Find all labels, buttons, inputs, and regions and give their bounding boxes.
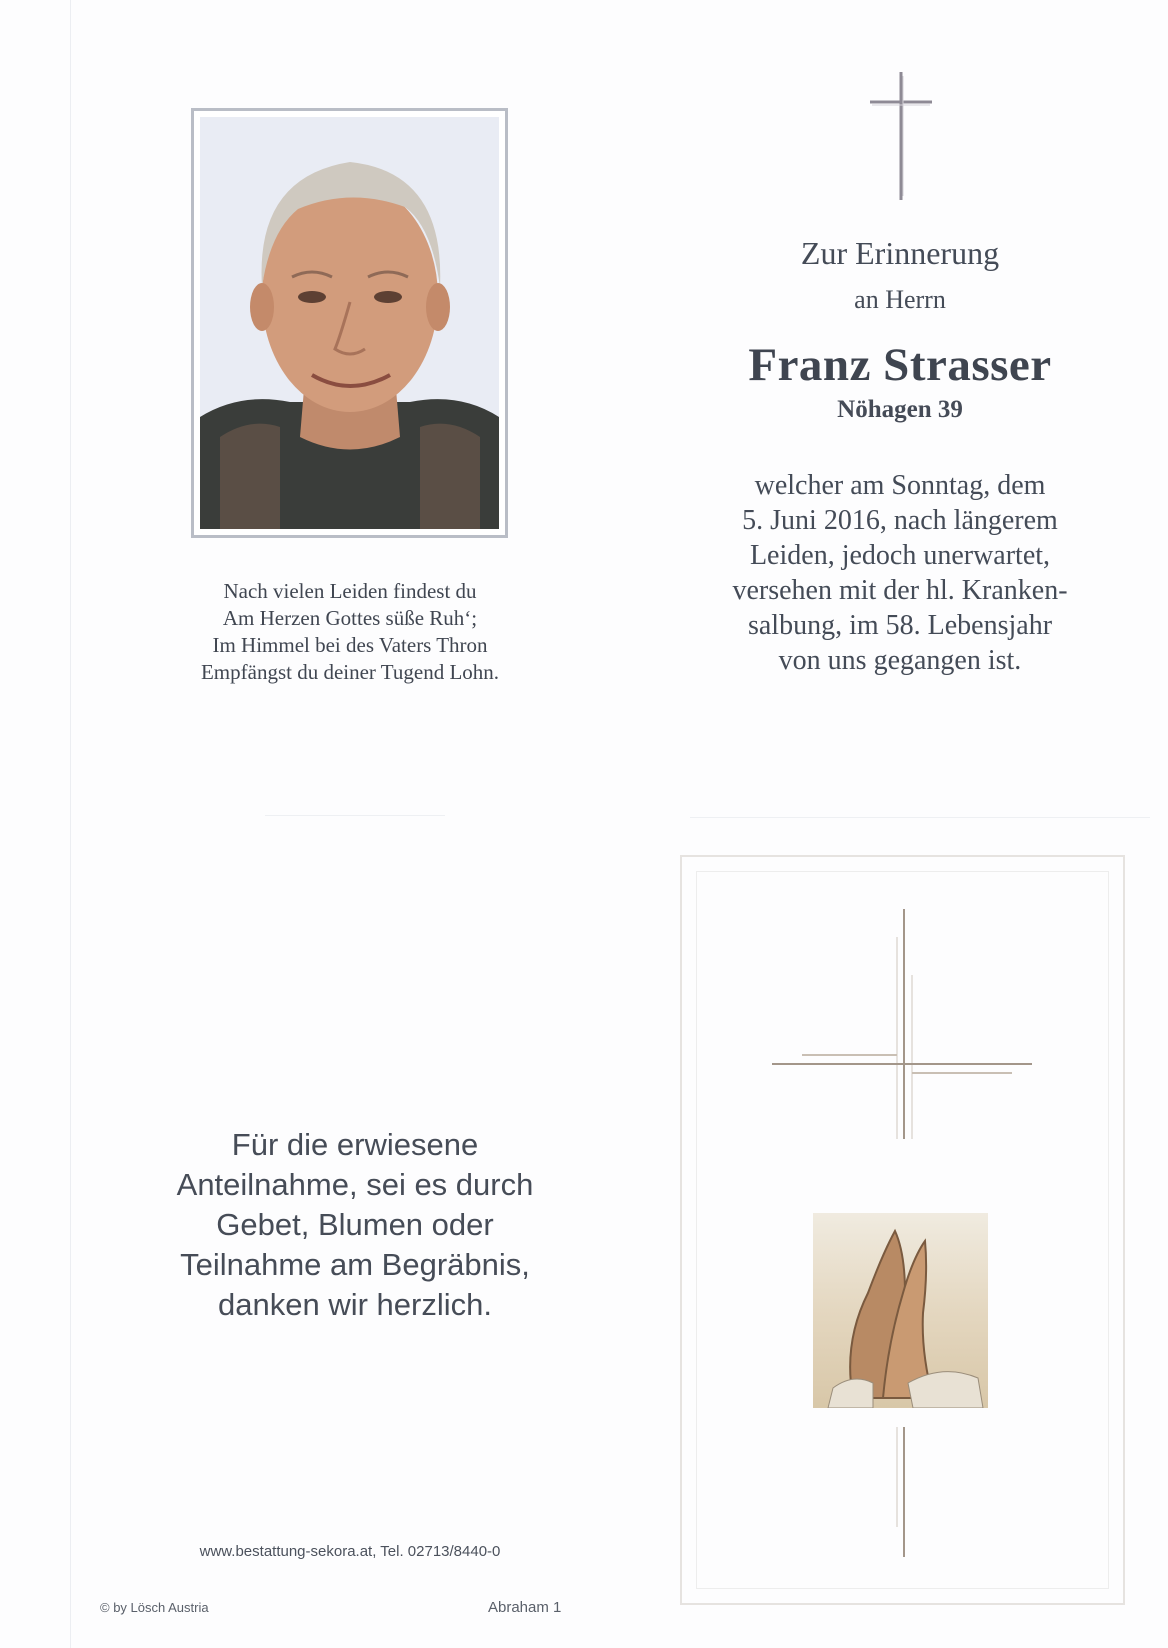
poem-line: Nach vielen Leiden findest du: [223, 579, 477, 603]
thanks-line: Anteilnahme, sei es durch: [176, 1167, 534, 1202]
cross-icon: [870, 72, 932, 200]
fold-line: [70, 0, 71, 1648]
death-notice-line: Leiden, jedoch unerwartet,: [749, 540, 1051, 571]
thanks-line: Teilnahme am Begräbnis,: [180, 1247, 530, 1282]
thanks-line: Für die erwiesene: [231, 1127, 479, 1162]
thanks-message: [145, 1125, 565, 1325]
death-notice: [690, 468, 1110, 678]
copyright-note: © by Lösch Austria: [100, 1600, 209, 1615]
praying-hands-icon: [813, 1213, 988, 1408]
poem-line: Am Herzen Gottes süße Ruh‘;: [222, 606, 478, 630]
death-notice-line: versehen mit der hl. Kranken-: [732, 575, 1068, 606]
salutation: an Herrn: [854, 285, 946, 314]
portrait-frame: [191, 108, 508, 538]
deceased-name: Franz Strasser: [748, 339, 1052, 391]
thanks-line: Gebet, Blumen oder: [216, 1207, 494, 1242]
death-notice-line: 5. Juni 2016, nach längerem: [742, 505, 1058, 536]
funeral-home-contact: www.bestattung-sekora.at, Tel. 02713/8440-0: [199, 1543, 501, 1560]
deceased-address: Nöhagen 39: [837, 396, 963, 423]
poem-line: Empfängst du deiner Tugend Lohn.: [200, 660, 500, 684]
death-notice-line: von uns gegangen ist.: [778, 645, 1022, 676]
memorial-title: Zur Erinnerung: [800, 235, 1000, 271]
portrait-illustration: [200, 117, 499, 529]
fold-line: [690, 817, 1150, 818]
poem-line: Im Himmel bei des Vaters Thron: [212, 633, 488, 657]
design-name: Abraham 1: [488, 1599, 562, 1616]
praying-hands-image: [813, 1213, 988, 1408]
fold-line: [265, 815, 445, 816]
death-notice-line: welcher am Sonntag, dem: [754, 470, 1046, 501]
portrait-photo: [200, 117, 499, 529]
death-notice-line: salbung, im 58. Lebensjahr: [747, 610, 1053, 641]
thanks-line: danken wir herzlich.: [218, 1287, 492, 1322]
poem: [150, 578, 550, 686]
